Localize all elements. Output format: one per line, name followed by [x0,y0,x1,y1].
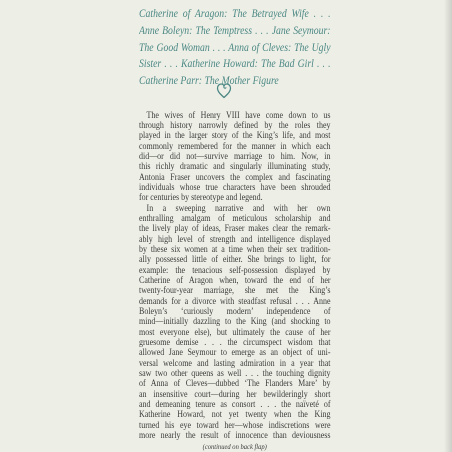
page-edge-shadow [444,0,452,452]
body-line: demands for a divorce with steadfast refusal . . . Anne [139,296,331,307]
body-line: did—or did not—survive marriage to him. Now, in [139,151,331,162]
body-line: by these six women at a time when their sex tradition- [139,244,331,255]
body-line: most everyone else), but ultimately the cause of her [139,327,331,338]
wives-epithets-header [139,6,331,90]
header-line: Catherine of Aragon: The Betrayed Wife . . . [139,7,331,20]
body-line: Catherine of Aragon when, toward the end of her [139,276,331,286]
body-line: through history narrowly defined by the roles they [139,120,331,131]
body-line: twenty-four-year marriage, she met the King’s [139,286,331,297]
body-line: this richly dramatic and singularly illuminating study, [139,162,331,173]
header-line: The Good Woman . . . Anna of Cleves: The Ugly [139,40,331,54]
body-line: an insensitive court—during her bewilderingly short [139,389,331,400]
body-line: Boleyn’s ‘curiously modern’ independence of [139,307,331,318]
body-line: example: the tenacious self-possession displayed by [139,265,331,276]
body-line: and demeaning tenure as consort . . . the naïveté of [139,400,331,411]
body-paragraph [139,204,331,442]
body-line: turned his eye toward her—whose indiscretions were [139,420,331,431]
header-line: Catherine Parr: The Mother Figure [139,74,279,87]
body-line: enthralling amalgam of meticulous scholarship and [139,213,331,224]
body-line: In a sweeping narrative and with her own [146,203,331,214]
body-line: The wives of Henry VIII have come down to us [146,110,331,121]
body-line: commonly remembered for the manner in which each [139,141,331,152]
header-line: Sister . . . Katherine Howard: The Bad Girl . . . [139,57,331,71]
body-line: individuals whose true characters have been shrouded [139,182,331,193]
body-line: versal welcome and lasting admiration in a year that [139,358,331,369]
body-line: mind—initially dazzling to the King (and shocking to [139,317,331,328]
body-line: more nearly the result of innocence than deviousness [139,431,331,442]
body-line: for centuries by stereotype and legend. [139,193,263,204]
continued-note: (continued on back flap) [202,442,267,451]
body-line: of Anna of Cleves—dubbed ‘The Flanders Mare’ by [139,379,331,390]
flap-description [139,111,331,442]
body-line: played in the larger story of the King’s life, and most [139,131,331,142]
heart-icon [216,82,232,99]
body-line: Antonia Fraser uncovers the complex and fascinating [139,172,331,183]
body-line: saw two other queens as well . . . the touching dignity [139,369,331,380]
body-line: the lively play of ideas, Fraser makes clear the remark- [139,224,331,235]
body-line: ably high level of strength and intelligence displayed [139,234,331,245]
body-line: gruesome demise . . . the circumspect wisdom that [139,338,331,349]
body-paragraph [139,111,331,204]
body-line: allowed Jane Seymour to emerge as an object of uni- [139,348,331,359]
body-line: ally possessed little of either. She brings to light, for [139,255,331,266]
header-line: Anne Boleyn: The Temptress . . . Jane Seymour: [139,23,331,37]
body-line: Katherine Howard, not yet twenty when the King [139,410,331,421]
